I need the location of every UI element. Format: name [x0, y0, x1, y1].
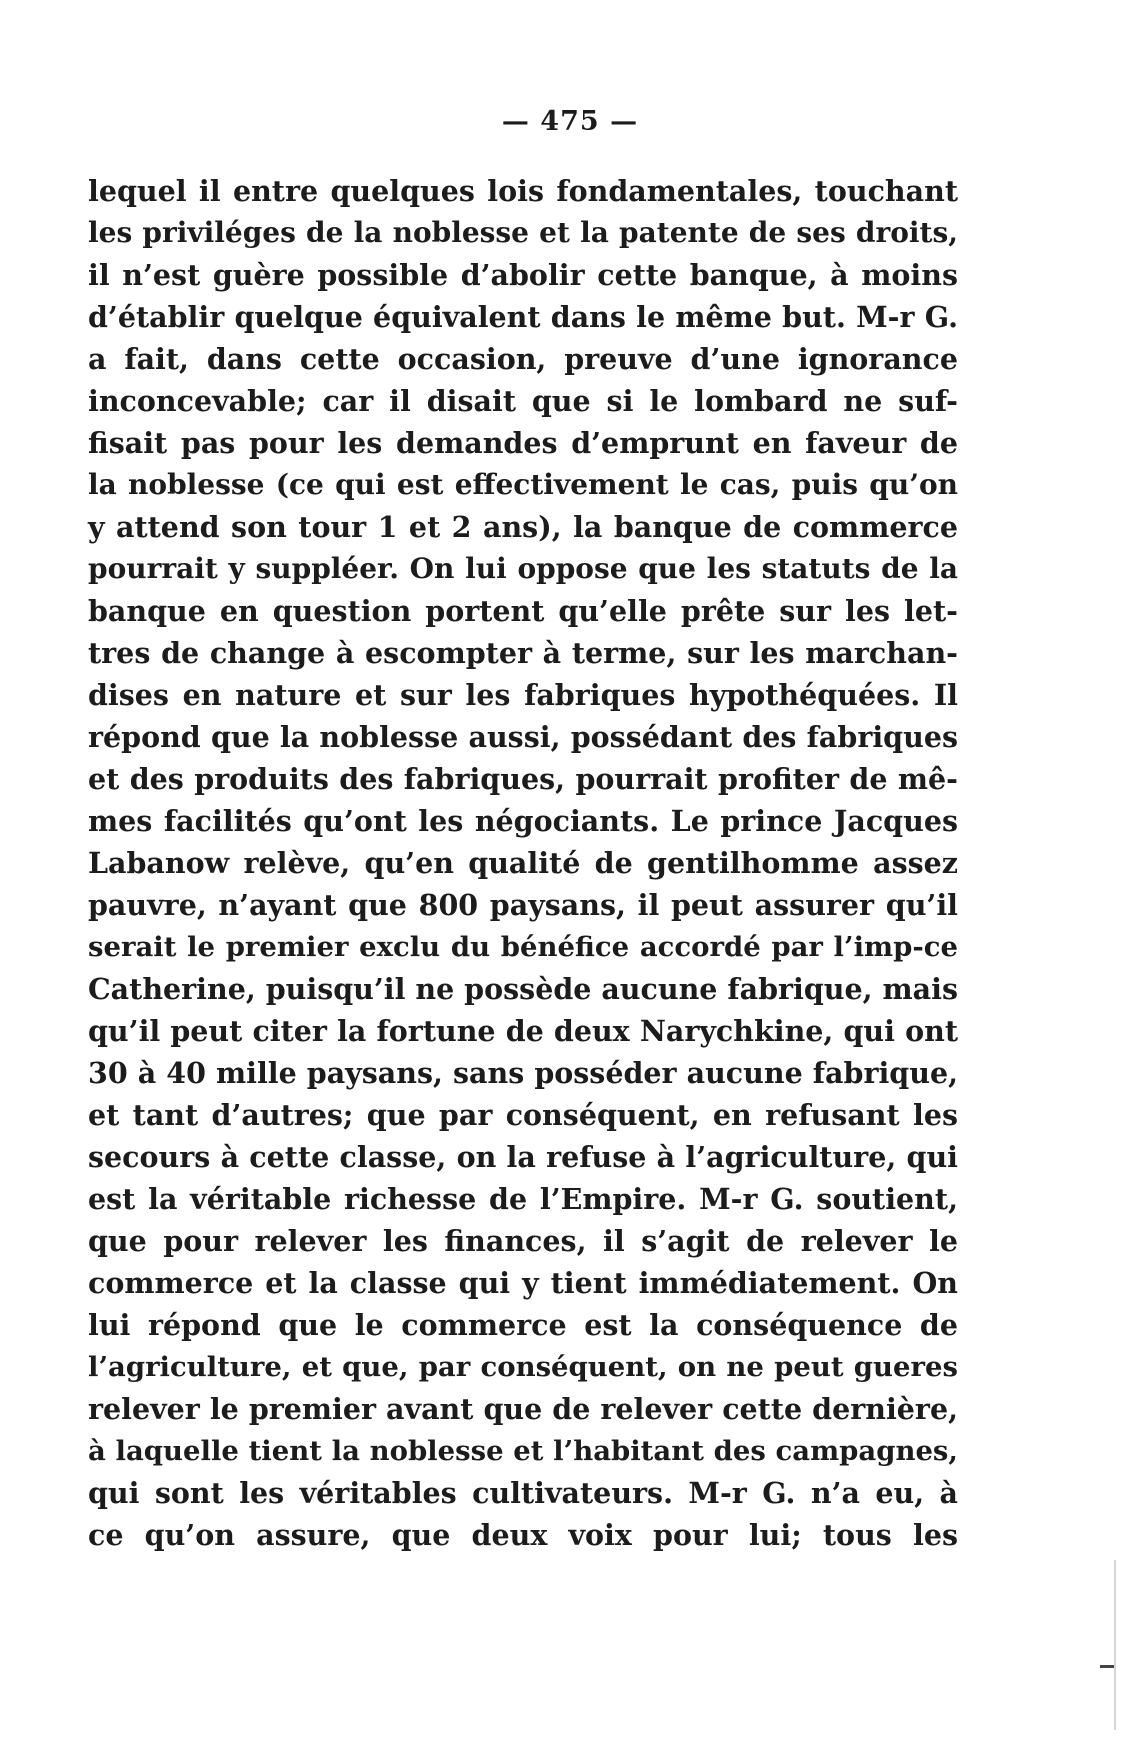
text-line: la noblesse (ce qui est effectivement le cas, puis qu’on	[88, 468, 958, 501]
text-line: secours à cette classe, on la refuse à l’agriculture, qui	[88, 1140, 958, 1174]
text-line: relever le premier avant que de relever cette dernière,	[88, 1392, 958, 1426]
text-line: d’établir quelque équivalent dans le même but. M-r G.	[88, 300, 958, 334]
text-line: ce qu’on assure, que deux voix pour lui; tous les	[88, 1518, 958, 1552]
text-line: banque en question portent qu’elle prête sur les let-	[88, 594, 958, 628]
page-edge-mark	[1100, 1665, 1114, 1668]
text-line: lui répond que le commerce est la conséquence de	[88, 1308, 958, 1342]
text-line: commerce et la classe qui y tient immédiatement. On	[88, 1266, 958, 1300]
text-line: et des produits des fabriques, pourrait profiter de mê-	[88, 762, 958, 796]
body-text	[88, 170, 958, 1556]
page-edge-shadow	[1114, 1560, 1116, 1730]
text-line: est la véritable richesse de l’Empire. M-r G. soutient,	[88, 1182, 958, 1216]
text-line: y attend son tour 1 et 2 ans), la banque de commerce	[88, 510, 958, 544]
text-line: et tant d’autres; que par conséquent, en refusant les	[88, 1098, 958, 1132]
text-line: l’agriculture, et que, par conséquent, on ne peut gueres	[88, 1351, 958, 1383]
text-line: tres de change à escompter à terme, sur les marchan-	[88, 636, 958, 670]
text-line: dises en nature et sur les fabriques hypothéquées. Il	[88, 678, 958, 712]
text-line: à laquelle tient la noblesse et l’habitant des campagnes,	[88, 1435, 958, 1467]
text-line: lequel il entre quelques lois fondamentales, touchant	[88, 174, 958, 208]
text-line: inconcevable; car il disait que si le lombard ne suf-	[88, 384, 958, 418]
text-line: qu’il peut citer la fortune de deux Narychkine, qui ont	[88, 1014, 958, 1048]
text-line: répond que la noblesse aussi, possédant des fabriques	[88, 720, 958, 754]
text-line: il n’est guère possible d’abolir cette banque, à moins	[88, 258, 958, 292]
text-line: Catherine, puisqu’il ne possède aucune fabrique, mais	[88, 972, 958, 1006]
text-line: 30 à 40 mille paysans, sans posséder aucune fabrique,	[88, 1056, 958, 1090]
text-line: Labanow relève, qu’en qualité de gentilhomme assez	[88, 846, 958, 880]
text-line: pourrait y suppléer. On lui oppose que les statuts de la	[88, 552, 958, 585]
text-line: fisait pas pour les demandes d’emprunt en faveur de	[88, 426, 958, 460]
text-line: les priviléges de la noblesse et la patente de ses droits,	[88, 216, 958, 249]
page-number: — 475 —	[501, 106, 639, 137]
text-line: pauvre, n’ayant que 800 paysans, il peut assurer qu’il	[88, 888, 958, 922]
text-line: mes facilités qu’ont les négociants. Le prince Jacques	[88, 804, 958, 838]
text-line: que pour relever les finances, il s’agit de relever le	[88, 1224, 958, 1258]
text-line: serait le premier exclu du bénéfice accordé par l’imp-ce	[88, 931, 958, 963]
text-line: a fait, dans cette occasion, preuve d’une ignorance	[88, 342, 958, 376]
text-line: qui sont les véritables cultivateurs. M-r G. n’a eu, à	[88, 1476, 958, 1510]
